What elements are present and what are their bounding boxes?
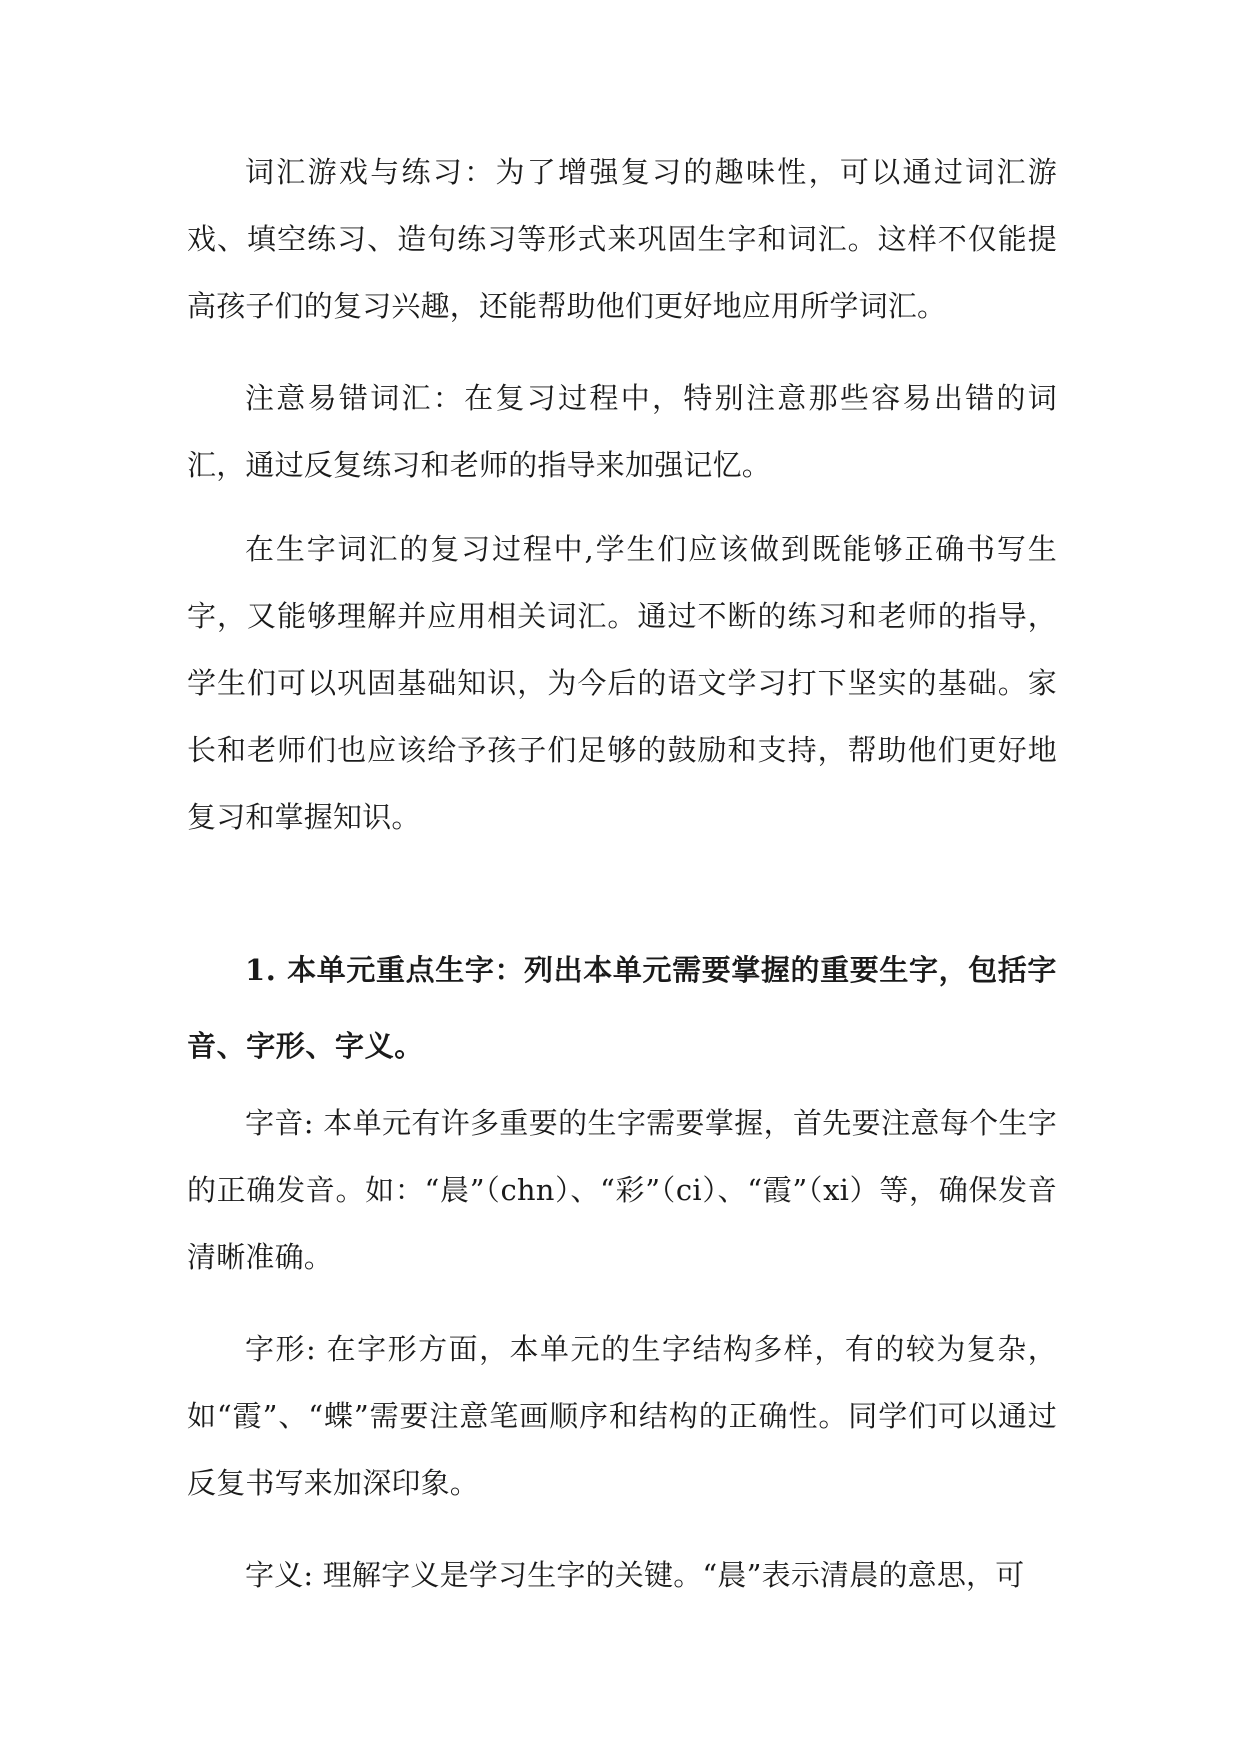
paragraph-review-summary: 在生字词汇的复习过程中,学生们应该做到既能够正确书写生字，又能够理解并应用相关词汇。通过不断的练习和老师的指导，学生们可以巩固基础知识，为今后的语文学习打下坚实的基础。家长和老师们也应该给予孩子们足够的鼓励和支持，帮助他们更好地复习和掌握知识。 bbox=[187, 532, 1057, 834]
paragraph-pronunciation: 字音: 本单元有许多重要的生字需要掌握，首先要注意每个生字的正确发音。如：“晨”（chn）、“彩”（ci）、“霞”（xi）等，确保发音清晰准确。 bbox=[187, 1106, 1057, 1274]
paragraph-character-meaning: 字义: 理解字义是学习生字的关键。“晨”表示清晨的意思，可 bbox=[245, 1558, 1025, 1592]
paragraph-character-form: 字形: 在字形方面，本单元的生字结构多样，有的较为复杂，如“霞”、“蝶”需要注意笔画顺序和结构的正确性。同学们可以通过反复书写来加深印象。 bbox=[187, 1332, 1057, 1500]
paragraph-error-prone-words: 注意易错词汇：在复习过程中，特别注意那些容易出错的词汇，通过反复练习和老师的指导来加强记忆。 bbox=[187, 381, 1057, 482]
paragraph-vocabulary-games: 词汇游戏与练习：为了增强复习的趣味性，可以通过词汇游戏、填空练习、造句练习等形式来巩固生字和词汇。这样不仅能提高孩子们的复习兴趣，还能帮助他们更好地应用所学词汇。 bbox=[187, 155, 1057, 323]
section-heading-key-characters: 1. 本单元重点生字：列出本单元需要掌握的重要生字，包括字音、字形、字义。 bbox=[187, 953, 1057, 1063]
